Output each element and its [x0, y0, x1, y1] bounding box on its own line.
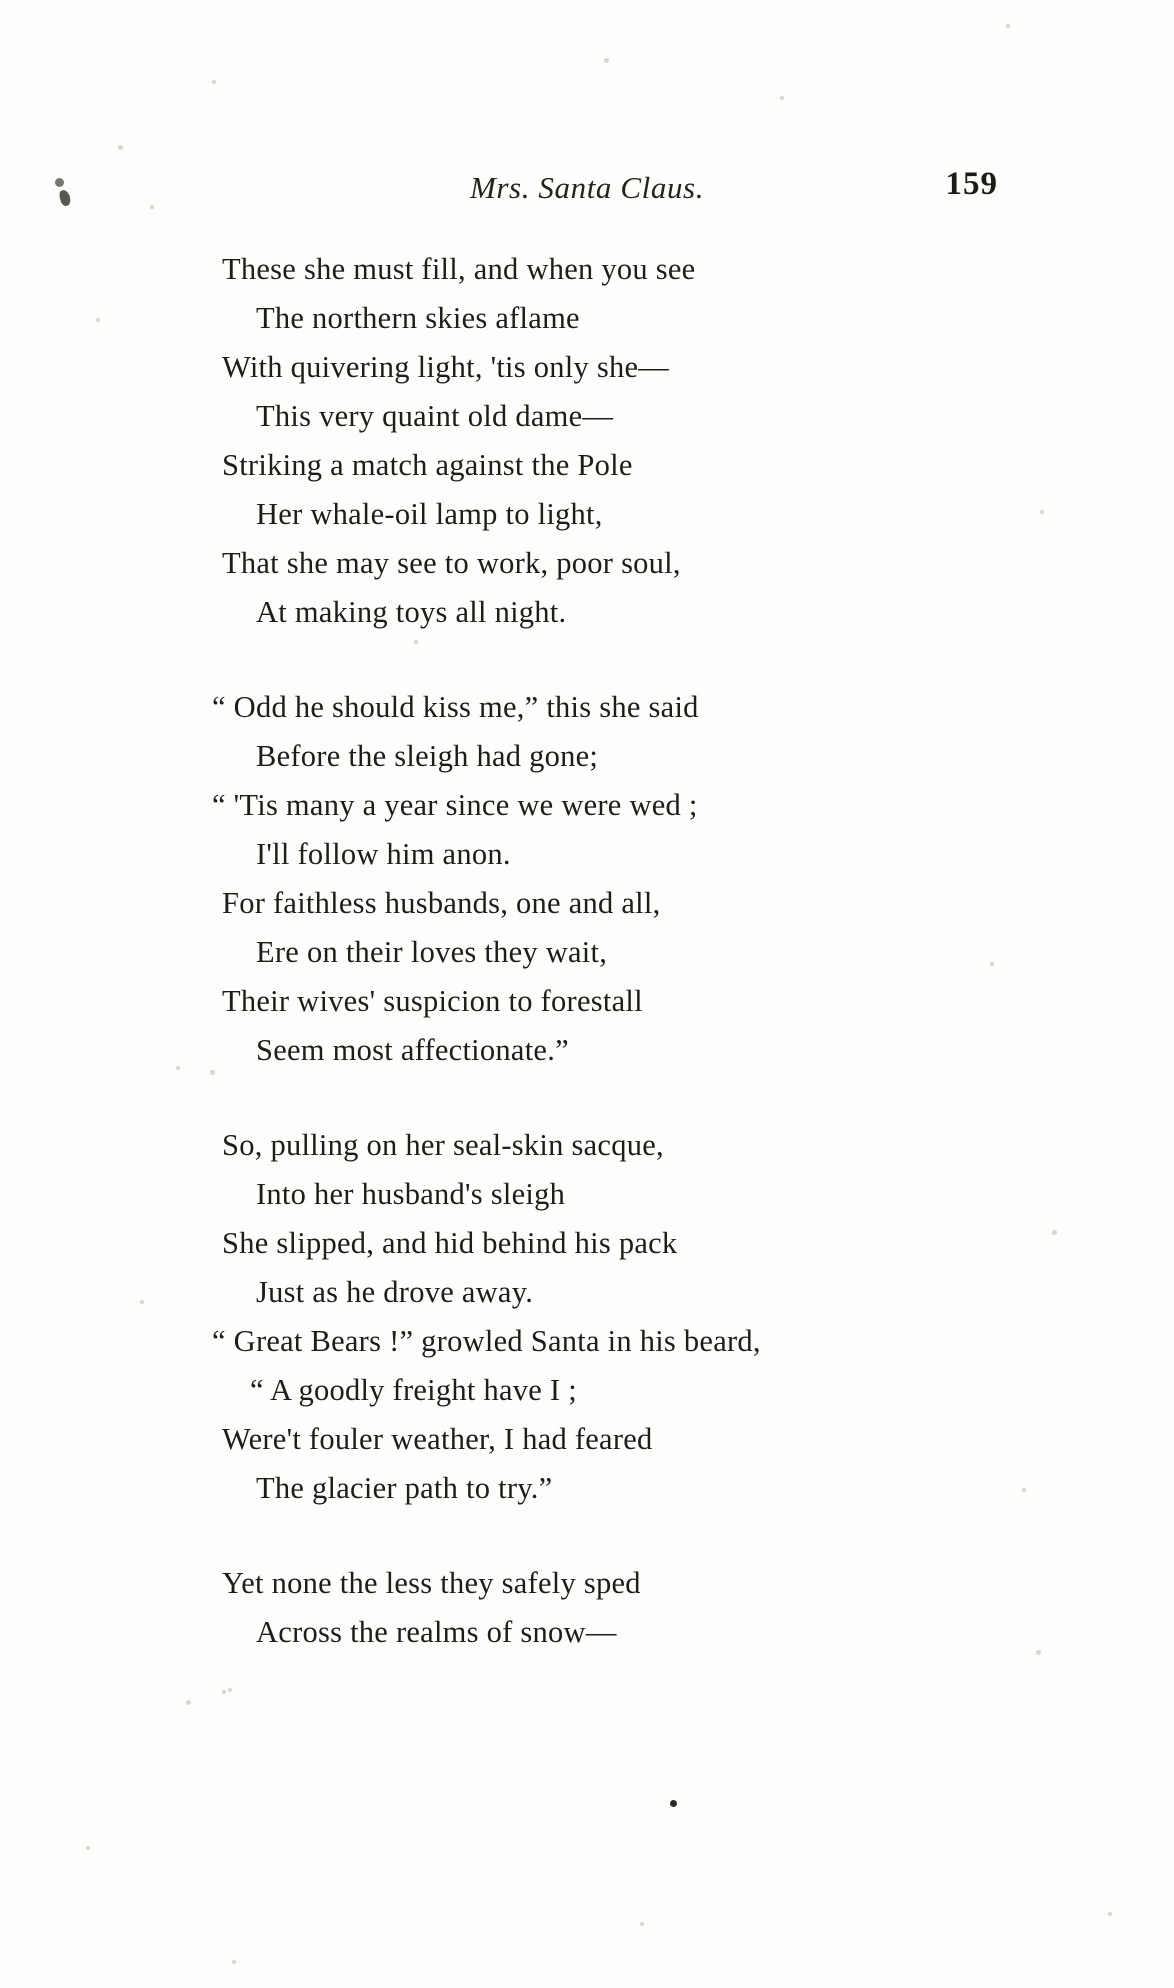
poem-line: She slipped, and hid behind his pack [222, 1226, 678, 1260]
poem-line: Into her husband's sleigh [256, 1177, 566, 1211]
poem-line: The glacier path to try.” [256, 1471, 553, 1505]
poem-line: So, pulling on her seal-skin sacque, [222, 1128, 664, 1162]
page-header [0, 166, 1174, 210]
poem-stanza [0, 245, 1174, 637]
poem-line: Just as he drove away. [256, 1275, 534, 1309]
paper-speck [118, 145, 123, 150]
paper-speck [604, 58, 609, 63]
poem-stanza [0, 683, 1174, 1075]
poem-line: Seem most affectionate.” [256, 1033, 569, 1067]
poem-line: These she must fill, and when you see [222, 252, 696, 286]
paper-speck [640, 1922, 644, 1926]
poem-line: Yet none the less they safely sped [222, 1566, 641, 1600]
poem-line: That she may see to work, poor soul, [222, 546, 681, 580]
paper-speck [1006, 24, 1010, 28]
poem-line: Striking a match against the Pole [222, 448, 633, 482]
poem-line: “ A goodly freight have I ; [250, 1373, 577, 1407]
poem-line: For faithless husbands, one and all, [222, 886, 661, 920]
running-title: Mrs. Santa Claus. [469, 170, 705, 205]
poem-line: Ere on their loves they wait, [256, 935, 608, 969]
poem-line: Across the realms of snow— [256, 1615, 617, 1649]
poem-line: Before the sleigh had gone; [256, 739, 599, 773]
poem-line: At making toys all night. [256, 595, 567, 629]
poem-stanza [0, 1121, 1174, 1513]
poem-line: “ Great Bears !” growled Santa in his beard, [212, 1324, 761, 1358]
paper-speck [780, 96, 784, 100]
poem-line: The northern skies aflame [256, 301, 580, 335]
paper-speck [232, 1960, 236, 1964]
poem-line: Her whale-oil lamp to light, [256, 497, 603, 531]
paper-speck [212, 80, 216, 84]
poem-line: This very quaint old dame— [256, 399, 614, 433]
poem-body [0, 245, 1174, 1703]
poem-stanza [0, 1559, 1174, 1657]
paper-speck [1108, 1912, 1112, 1916]
page-number: 159 [945, 166, 998, 202]
poem-line: “ 'Tis many a year since we were wed ; [212, 788, 698, 822]
poem-line: “ Odd he should kiss me,” this she said [212, 690, 699, 724]
poem-line: I'll follow him anon. [256, 837, 511, 871]
poem-line: Their wives' suspicion to forestall [222, 984, 643, 1018]
poem-line: Were't fouler weather, I had feared [222, 1422, 653, 1456]
page-footer-mark [670, 1800, 677, 1807]
poem-line: With quivering light, 'tis only she— [222, 350, 670, 384]
paper-speck [86, 1846, 90, 1850]
